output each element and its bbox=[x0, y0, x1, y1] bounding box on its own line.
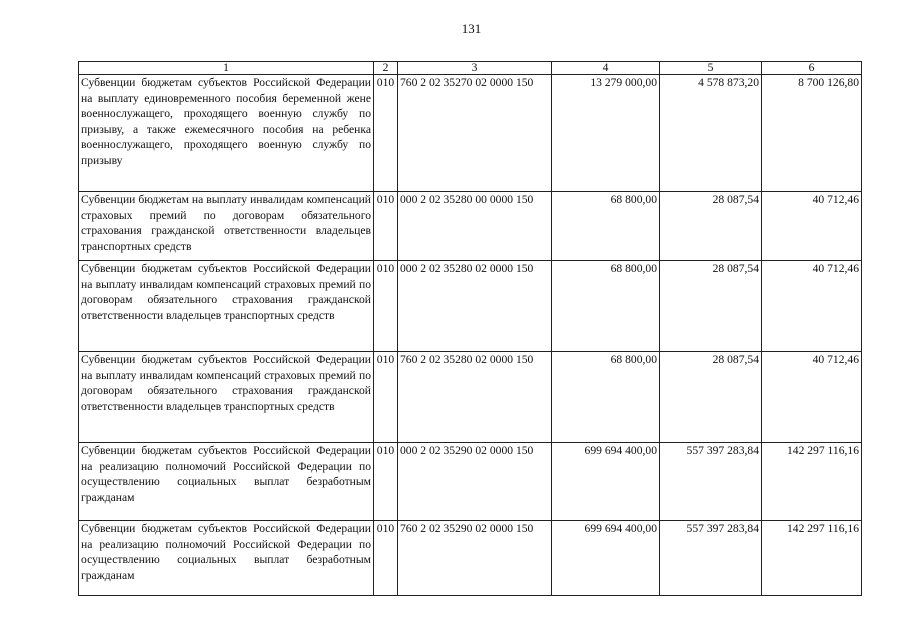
row-admin-code: 010 bbox=[374, 261, 398, 352]
row-col6-amount: 142 297 116,16 bbox=[762, 521, 862, 596]
row-description: Субвенции бюджетам субъектов Российской Федерации на реализацию полномочий Российской Федерации по осуществлению социальных выплат безработным гражданам bbox=[79, 521, 374, 596]
row-col5-amount: 28 087,54 bbox=[660, 192, 762, 261]
header-col-6: 6 bbox=[762, 62, 862, 75]
row-description: Субвенции бюджетам субъектов Российской Федерации на реализацию полномочий Российской Федерации по осуществлению социальных выплат безработным гражданам bbox=[79, 443, 374, 521]
row-col4-amount: 13 279 000,00 bbox=[552, 75, 660, 192]
row-budget-code: 760 2 02 35270 02 0000 150 bbox=[398, 75, 552, 192]
row-col4-amount: 68 800,00 bbox=[552, 261, 660, 352]
header-col-4: 4 bbox=[552, 62, 660, 75]
row-col6-amount: 40 712,46 bbox=[762, 192, 862, 261]
row-col6-amount: 8 700 126,80 bbox=[762, 75, 862, 192]
row-description: Субвенции бюджетам на выплату инвалидам компенсаций страховых премий по договорам обязательного страхования гражданской ответственности владельцев транспортных средств bbox=[79, 192, 374, 261]
table-row bbox=[79, 521, 862, 596]
row-budget-code: 000 2 02 35280 00 0000 150 bbox=[398, 192, 552, 261]
row-col5-amount: 28 087,54 bbox=[660, 352, 762, 443]
row-description: Субвенции бюджетам субъектов Российской Федерации на выплату инвалидам компенсаций страховых премий по договорам обязательного страхования гражданской ответственности владельцев транспортных средств bbox=[79, 261, 374, 352]
header-col-1: 1 bbox=[79, 62, 374, 75]
row-budget-code: 000 2 02 35280 02 0000 150 bbox=[398, 261, 552, 352]
row-col4-amount: 68 800,00 bbox=[552, 352, 660, 443]
table-row bbox=[79, 192, 862, 261]
page-number: 131 bbox=[461, 21, 482, 36]
table-row bbox=[79, 261, 862, 352]
row-description: Субвенции бюджетам субъектов Российской Федерации на выплату инвалидам компенсаций страховых премий по договорам обязательного страхования гражданской ответственности владельцев транспортных средств bbox=[79, 352, 374, 443]
table-row bbox=[79, 352, 862, 443]
row-budget-code: 760 2 02 35280 02 0000 150 bbox=[398, 352, 552, 443]
row-col5-amount: 4 578 873,20 bbox=[660, 75, 762, 192]
row-col4-amount: 699 694 400,00 bbox=[552, 521, 660, 596]
table-row bbox=[79, 75, 862, 192]
header-col-2: 2 bbox=[374, 62, 398, 75]
row-description: Субвенции бюджетам субъектов Российской Федерации на выплату единовременного пособия беременной жене военнослужащего, проходящего военную службу по призыву, а также ежемесячного пособия на ребенка военнослужащего, проходящего военную службу по призыву bbox=[79, 75, 374, 192]
row-col4-amount: 68 800,00 bbox=[552, 192, 660, 261]
row-col5-amount: 557 397 283,84 bbox=[660, 521, 762, 596]
table-row bbox=[79, 443, 862, 521]
header-col-3: 3 bbox=[398, 62, 552, 75]
row-budget-code: 000 2 02 35290 02 0000 150 bbox=[398, 443, 552, 521]
row-col6-amount: 40 712,46 bbox=[762, 352, 862, 443]
row-budget-code: 760 2 02 35290 02 0000 150 bbox=[398, 521, 552, 596]
row-col4-amount: 699 694 400,00 bbox=[552, 443, 660, 521]
row-admin-code: 010 bbox=[374, 352, 398, 443]
header-col-5: 5 bbox=[660, 62, 762, 75]
row-admin-code: 010 bbox=[374, 75, 398, 192]
row-admin-code: 010 bbox=[374, 521, 398, 596]
row-admin-code: 010 bbox=[374, 443, 398, 521]
row-col5-amount: 557 397 283,84 bbox=[660, 443, 762, 521]
row-col6-amount: 142 297 116,16 bbox=[762, 443, 862, 521]
row-col5-amount: 28 087,54 bbox=[660, 261, 762, 352]
budget-table bbox=[78, 61, 862, 596]
row-admin-code: 010 bbox=[374, 192, 398, 261]
row-col6-amount: 40 712,46 bbox=[762, 261, 862, 352]
table-header-row bbox=[79, 62, 862, 75]
